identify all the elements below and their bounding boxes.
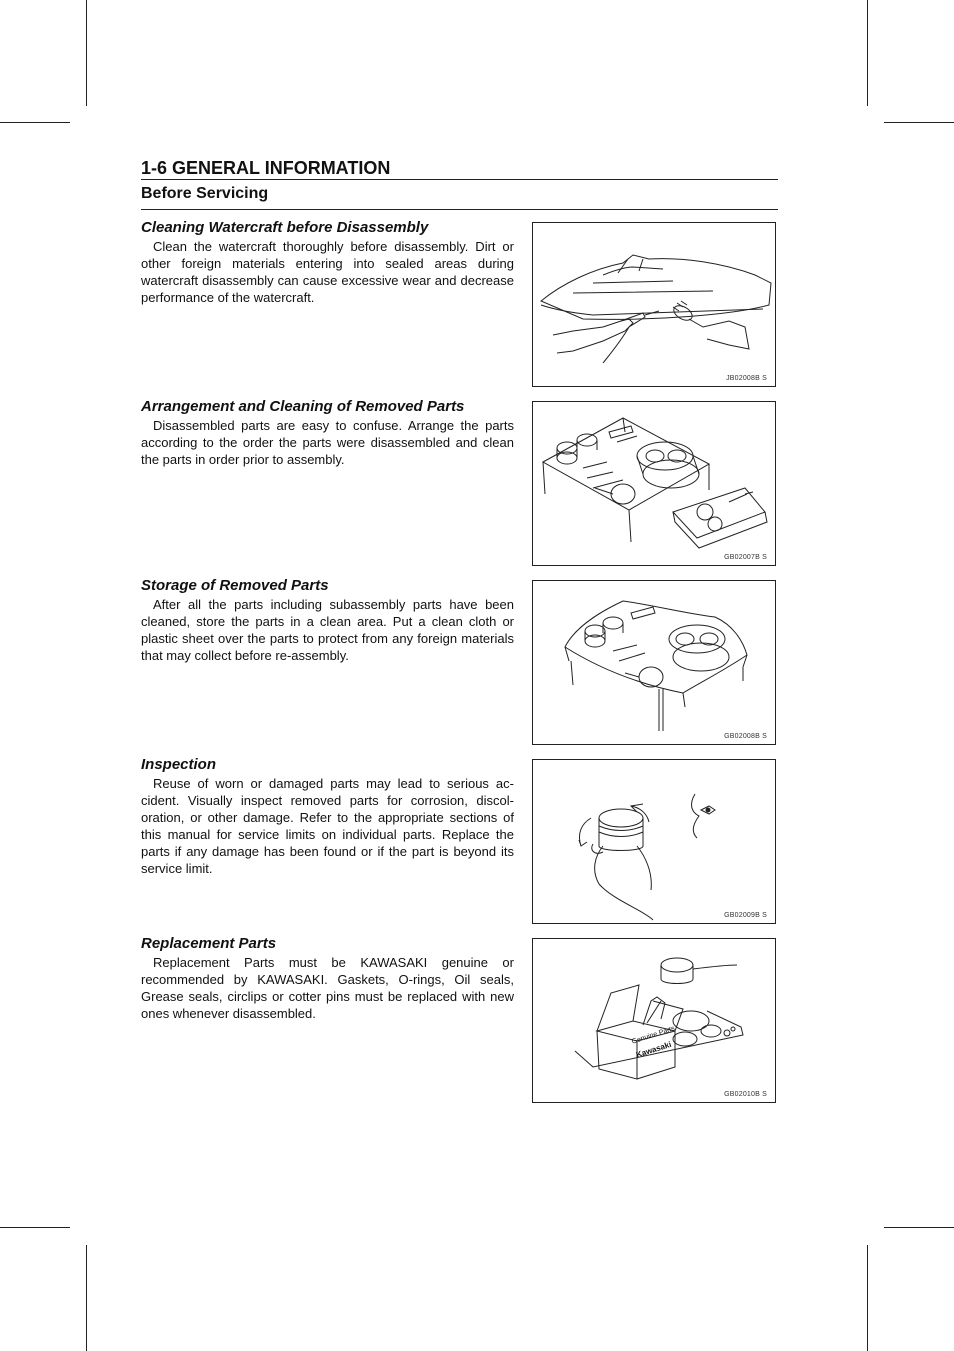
crop-mark [0,122,70,123]
crop-mark [884,122,954,123]
page-header [141,157,778,210]
crop-mark [86,0,87,106]
crop-mark [884,1227,954,1228]
section-text [141,398,514,468]
section-arrangement-cleaning [141,398,778,566]
subheading: Storage of Removed Parts [141,577,329,594]
crop-mark [0,1227,70,1228]
section-cleaning-watercraft [141,219,778,387]
box-label-top: Genuine Parts [631,1025,676,1046]
watercraft-washing-illustration-icon [533,223,776,387]
paragraph: Clean the watercraft thoroughly before disassembly. Dirt or other foreign materials entering into sealed areas during watercraft disassembly can cause excessive wear and decrease performance of the watercraft. [141,239,514,305]
section-storage-parts [141,577,778,745]
paragraph: Reuse of worn or damaged parts may lead to serious accident. Visually inspect removed parts for corrosion, discoloration, or other damage. Refer to the appropriate sections of this manual for service limits on individual parts. Replace the parts if any damage has been found or if the part is beyond its service limit. [141,776,514,876]
section-title: Before Servicing [141,185,269,202]
subheading: Arrangement and Cleaning of Removed Parts [141,398,465,415]
subheading: Inspection [141,756,217,773]
section-inspection [141,756,778,924]
crop-mark [867,0,868,106]
figure-code: GB02010B S [724,1091,767,1098]
section-text [141,219,514,306]
genuine-parts-box-illustration-icon [533,939,776,1103]
section-text [141,935,514,1022]
paragraph: Disassembled parts are easy to confuse. Arrange the parts according to the order the parts were disassembled and clean the parts in order prior to assembly. [141,418,514,467]
figure-code: JB02008B S [726,375,767,382]
parts-on-table-illustration-icon [533,402,776,566]
figure-code: GB02009B S [724,912,767,919]
piston-inspection-illustration-icon [533,760,776,924]
subheading: Cleaning Watercraft before Disassembly [141,219,429,236]
page-title: 1-6 GENERAL INFORMATION [141,158,391,178]
figure [532,938,776,1103]
figure [532,759,776,924]
box-label-brand: Kawasaki [635,1039,673,1060]
figure-code: GB02007B S [724,554,767,561]
section-text [141,756,514,877]
paragraph: After all the parts including subassembly parts have been cleaned, store the parts in a clean area. Put a clean cloth or plastic sheet over the parts to protect from any foreign materials that may collect before re-assembly. [141,597,514,663]
section-text [141,577,514,664]
figure [532,401,776,566]
header-rule [141,179,778,180]
subheading: Replacement Parts [141,935,277,952]
figure [532,222,776,387]
covered-parts-illustration-icon [533,581,776,745]
figure [532,580,776,745]
crop-mark [86,1245,87,1351]
figure-code: GB02008B S [724,733,767,740]
crop-mark [867,1245,868,1351]
section-rule [141,209,778,210]
section-replacement-parts [141,935,778,1103]
paragraph: Replacement Parts must be KAWASAKI genuine or recommended by KAWASAKI. Gaskets, O-rings, Oil seals, Grease seals, circlips or cotter pins must be replaced with new ones whenever disassembled. [141,955,514,1021]
